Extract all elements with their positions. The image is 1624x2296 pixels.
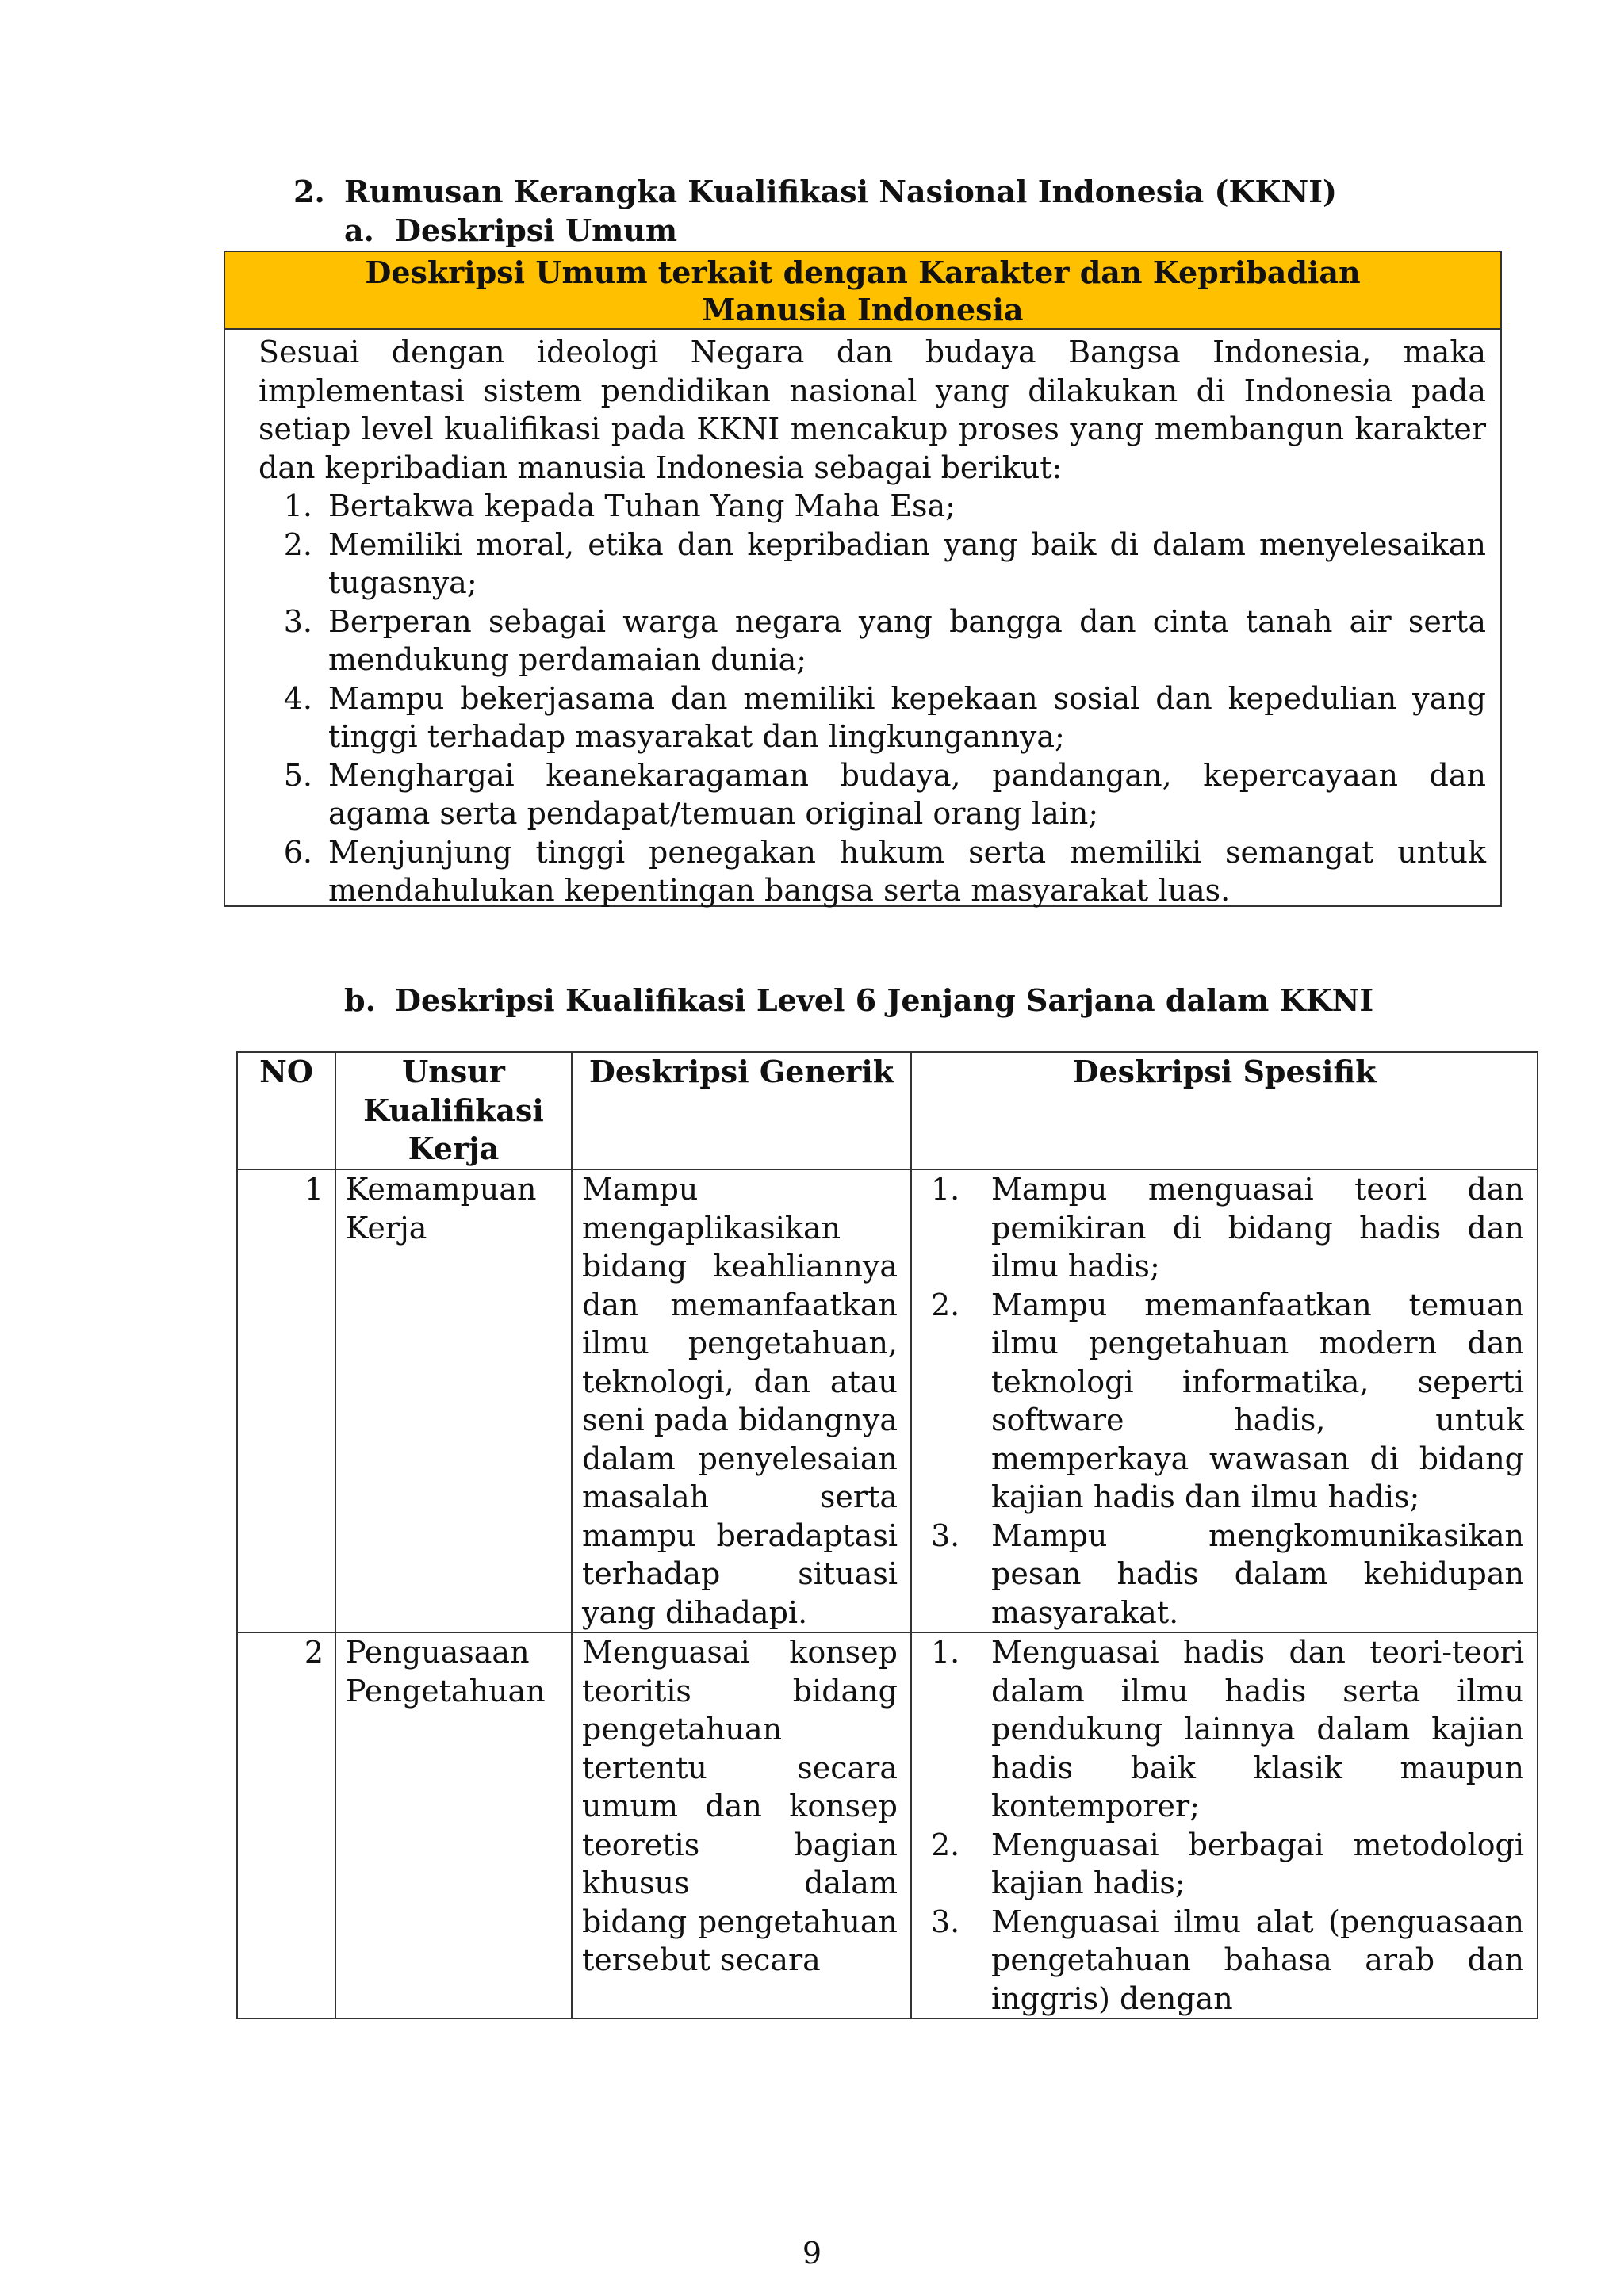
list-item	[259, 526, 1486, 603]
list-item-number: 1.	[931, 1635, 960, 1670]
table-header-row	[237, 1052, 1538, 1169]
column-header-spesifik: Deskripsi Spesifik	[911, 1052, 1538, 1169]
column-header-no: NO	[237, 1052, 335, 1169]
subsection-a-title: Deskripsi Umum	[395, 212, 678, 248]
list-item-text: Memiliki moral, etika dan kepribadian yang baik di dalam menyelesaikan tugasnya;	[328, 526, 1486, 600]
list-item-text: Mampu memanfaatkan temuan ilmu pengetahuan modern dan teknologi informatika, seperti software hadis, untuk memperkaya wawasan di bidang kajian hadis dan ilmu hadis;	[991, 1287, 1524, 1514]
table-row	[237, 1169, 1538, 1632]
qualification-element: Penguasaan Pengetahuan	[335, 1632, 572, 2019]
subsection-b-letter: b.	[344, 982, 376, 1018]
specific-list	[931, 1633, 1524, 2018]
list-item-number: 3.	[931, 1517, 960, 1553]
row-number: 2	[237, 1632, 335, 2019]
list-item	[259, 833, 1486, 910]
list-item-text: Berperan sebagai warga negara yang bangga dan cinta tanah air serta mendukung perdamaian dunia;	[328, 603, 1486, 677]
section-number: 2.	[293, 174, 325, 209]
list-item	[931, 1826, 1524, 1903]
row-number: 1	[237, 1169, 335, 1632]
list-item-text: Menguasai hadis dan teori-teori dalam ilmu hadis serta ilmu pendukung lainnya dalam kajian hadis baik klasik maupun kontemporer;	[991, 1635, 1524, 1823]
section-heading	[293, 171, 1337, 212]
list-item-number: 2.	[283, 526, 312, 562]
general-description-header: Deskripsi Umum terkait dengan Karakter dan Kepribadian Manusia Indonesia	[225, 252, 1500, 330]
list-item-text: Mampu mengkomunikasikan pesan hadis dalam kehidupan masyarakat.	[991, 1517, 1524, 1630]
qualification-table	[236, 1051, 1538, 2019]
list-item-text: Mampu menguasai teori dan pemikiran di bidang hadis dan ilmu hadis;	[991, 1172, 1524, 1284]
list-item	[259, 603, 1486, 679]
list-item	[931, 1170, 1524, 1286]
list-item-text: Menguasai berbagai metodologi kajian hadis;	[991, 1827, 1524, 1900]
subsection-a-heading	[344, 212, 677, 249]
section-title: Rumusan Kerangka Kualifikasi Nasional Indonesia (KKNI)	[344, 174, 1338, 209]
list-item-text: Menghargai keanekaragaman budaya, pandangan, kepercayaan dan agama serta pendapat/temuan original orang lain;	[328, 757, 1486, 831]
list-item-number: 3.	[931, 1904, 960, 1939]
qualification-element: Kemampuan Kerja	[335, 1169, 572, 1632]
list-item	[259, 487, 1486, 526]
list-item	[931, 1633, 1524, 1826]
list-item-text: Menguasai ilmu alat (penguasaan pengetahuan bahasa arab dan inggris) dengan	[991, 1904, 1524, 2016]
generic-description: Menguasai konsep teoritis bidang pengetahuan tertentu secara umum dan konsep teoretis bagian khusus dalam bidang pengetahuan tersebut secara	[572, 1632, 911, 2019]
list-item	[931, 1903, 1524, 2019]
page-number: 9	[802, 2236, 822, 2271]
column-header-generik: Deskripsi Generik	[572, 1052, 911, 1169]
list-item	[259, 756, 1486, 833]
list-item-number: 2.	[931, 1287, 960, 1322]
generic-description: Mampu mengaplikasikan bidang keahliannya dan memanfaatkan ilmu pengetahuan, teknologi, dan atau seni pada bidangnya dalam penyelesaian masalah serta mampu beradaptasi terhadap situasi yang dihadapi.	[572, 1169, 911, 1632]
list-item	[931, 1286, 1524, 1517]
subsection-b-title: Deskripsi Kualifikasi Level 6 Jenjang Sarjana dalam KKNI	[395, 982, 1374, 1018]
list-item-text: Menjunjung tinggi penegakan hukum serta memiliki semangat untuk mendahulukan kepentingan bangsa serta masyarakat luas.	[328, 834, 1486, 908]
list-item-number: 4.	[283, 680, 312, 716]
list-item-number: 6.	[283, 834, 312, 870]
general-description-box	[224, 251, 1502, 907]
character-list	[259, 487, 1486, 910]
list-item	[931, 1517, 1524, 1632]
list-item	[259, 679, 1486, 756]
column-header-unsur: Unsur Kualifikasi Kerja	[335, 1052, 572, 1169]
subsection-b-heading	[344, 982, 1373, 1020]
specific-description	[911, 1169, 1538, 1632]
table-row	[237, 1632, 1538, 2019]
list-item-number: 5.	[283, 757, 312, 793]
general-description-body	[225, 333, 1500, 910]
list-item-number: 1.	[931, 1172, 960, 1207]
list-item-number: 2.	[931, 1827, 960, 1862]
specific-description	[911, 1632, 1538, 2019]
list-item-text: Bertakwa kepada Tuhan Yang Maha Esa;	[328, 488, 956, 523]
list-item-text: Mampu bekerjasama dan memiliki kepekaan sosial dan kepedulian yang tinggi terhadap masyarakat dan lingkungannya;	[328, 680, 1486, 754]
list-item-number: 3.	[283, 603, 312, 639]
specific-list	[931, 1170, 1524, 1632]
subsection-a-letter: a.	[344, 212, 374, 248]
general-description-intro: Sesuai dengan ideologi Negara dan budaya Bangsa Indonesia, maka implementasi sistem pendidikan nasional yang dilakukan di Indonesia pada setiap level kualifikasi pada KKNI mencakup proses yang membangun karakter dan kepribadian manusia Indonesia sebagai berikut:	[259, 335, 1486, 485]
list-item-number: 1.	[283, 488, 312, 523]
